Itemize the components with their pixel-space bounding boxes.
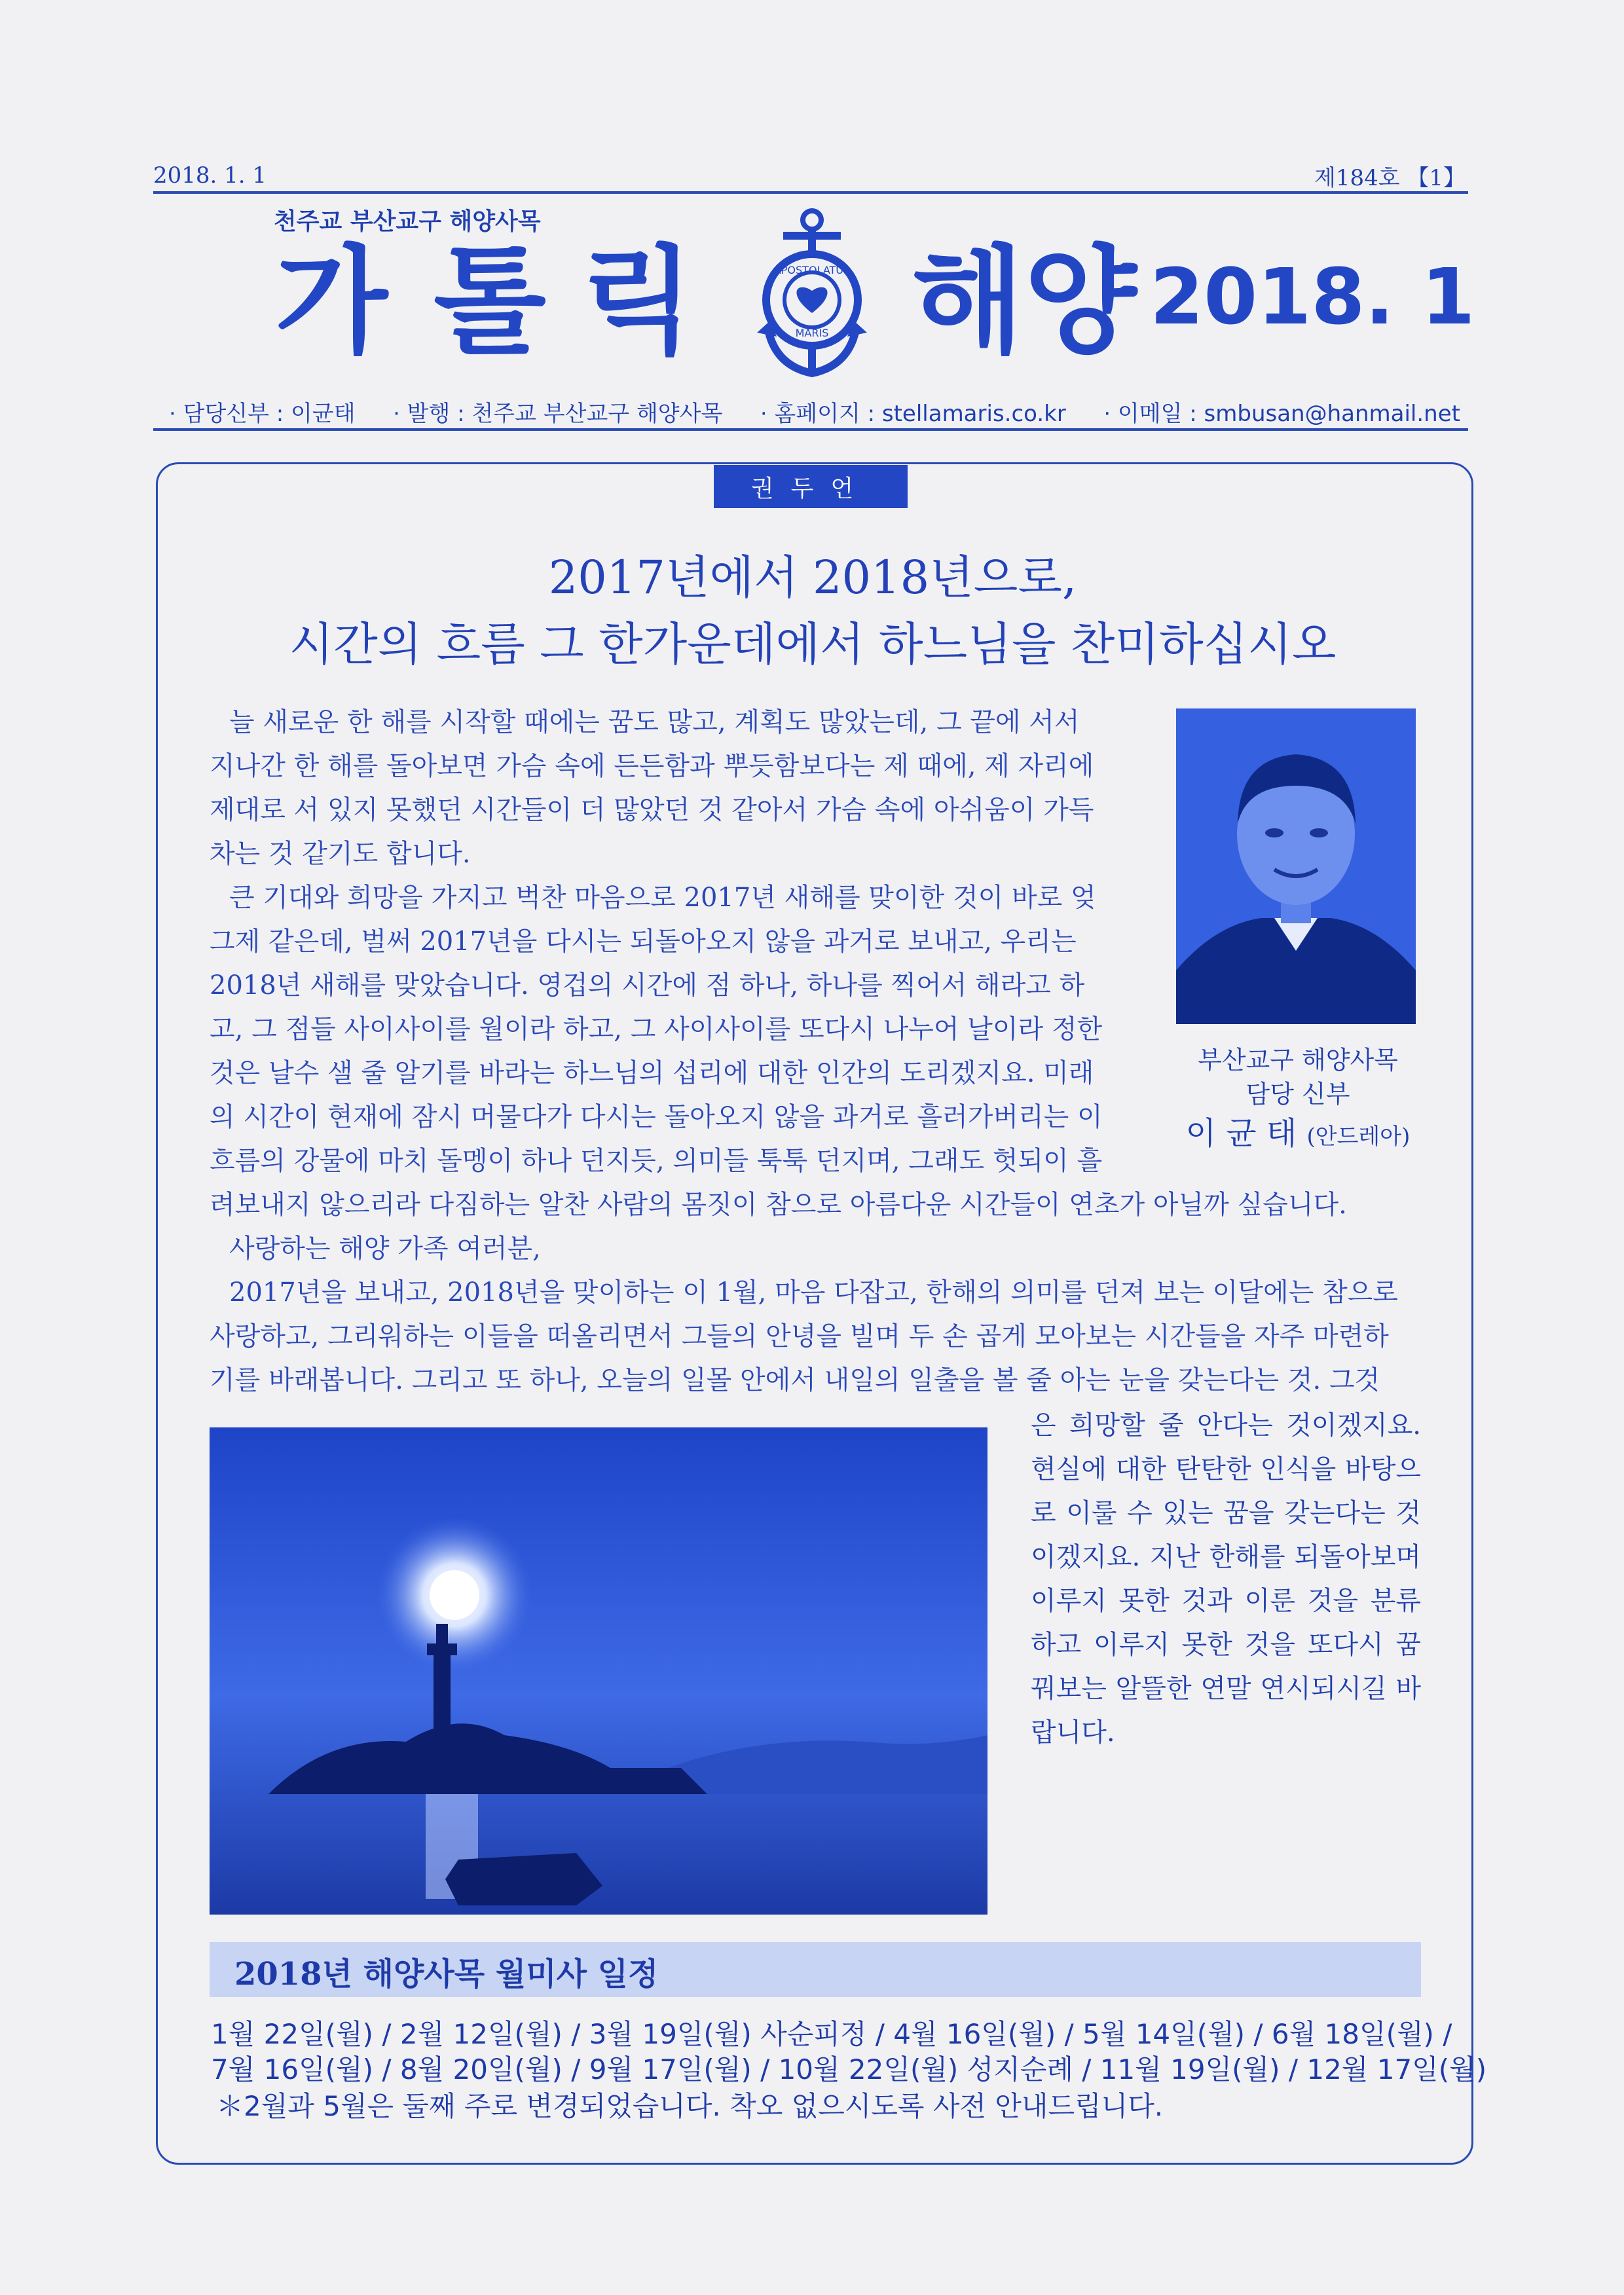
body-line: 늘 새로운 한 해를 시작할 때에는 꿈도 많고, 계획도 많았는데, 그 끝에 서서 (229, 707, 1080, 737)
priest-portrait (1176, 708, 1416, 1024)
info-homepage: · 홈페이지 : stellamaris.co.kr (760, 401, 1066, 427)
top-rule (153, 191, 1468, 194)
info-rule (153, 428, 1468, 431)
body-line: 큰 기대와 희망을 가지고 벅찬 마음으로 2017년 새해를 맞이한 것이 바로 엊 (229, 883, 1096, 913)
section-badge: 권두언 (714, 465, 908, 508)
issue-number: 제184호 【1】 (1314, 165, 1466, 191)
body-line: 기를 바래봅니다. 그리고 또 하나, 오늘의 일몰 안에서 내일의 일출을 볼 줄 아는 눈을 갖는다는 것. 그것 (210, 1365, 1380, 1395)
info-email: · 이메일 : smbusan@hanmail.net (1103, 401, 1460, 427)
body-line: 흐름의 강물에 마치 돌멩이 하나 던지듯, 의미들 툭툭 던지며, 그래도 헛되이 흘 (210, 1146, 1103, 1176)
body-line: 사랑하는 해양 가족 여러분, (229, 1234, 541, 1264)
body-line: 고, 그 점들 사이사이를 월이라 하고, 그 사이사이를 또다시 나누어 날이라 정한 (210, 1014, 1103, 1044)
info-publisher: · 발행 : 천주교 부산교구 해양사목 (393, 401, 723, 427)
caption-baptismal-name: (안드레아) (1306, 1124, 1411, 1150)
anchor-emblem-icon (748, 208, 876, 380)
caption-org: 부산교구 해양사목 (1198, 1046, 1398, 1074)
portrait-image (1176, 708, 1416, 1024)
body-line: 지나간 한 해를 돌아보면 가슴 속에 든든함과 뿌듯함보다는 제 때에, 제 자리에 (210, 751, 1094, 781)
masthead-char-1: 가 (275, 234, 388, 369)
body-line: 2018년 새해를 맞았습니다. 영겁의 시간에 점 하나, 하나를 찍어서 해라고 하 (210, 970, 1085, 1001)
emblem-text-top: APOSTOLATUS (773, 264, 851, 276)
schedule-line-2: 7월 16일(월) / 8월 20일(월) / 9월 17일(월) / 10월 22일(월) 성지순례 / 11월 19일(월) / 12월 17일(월) (211, 2053, 1487, 2085)
schedule-note: ＊2월과 5월은 둘째 주로 변경되었습니다. 착오 없으시도록 사전 안내드립니다. (216, 2090, 1164, 2122)
lighthouse-image (210, 1427, 987, 1915)
body-line: 의 시간이 현재에 잠시 머물다가 다시는 돌아오지 않을 과거로 흘러가버리는 이 (210, 1102, 1103, 1132)
caption-name-text: 이 균 태 (1185, 1115, 1297, 1152)
body-line: 2017년을 보내고, 2018년을 맞이하는 이 1월, 마음 다잡고, 한해의 의미를 던져 보는 이달에는 참으로 (229, 1277, 1398, 1308)
emblem-text-bottom: MARIS (795, 327, 829, 339)
headline-line-2: 시간의 흐름 그 한가운데에서 하느님을 찬미하십시오 (289, 617, 1337, 671)
body-line: 제대로 서 있지 못했던 시간들이 더 많았던 것 같아서 가슴 속에 아쉬움이 가득 (210, 795, 1094, 825)
article-body-right-column: 은 희망할 줄 안다는 것이겠지요. 현실에 대한 탄탄한 인식을 바탕으로 이룰 수 있는 꿈을 갖는다는 것이겠지요. 지난 한해를 되돌아보며 이루지 못한 것과 이룬 것을 분류하고 이루지 못한 것을 또다시 꿈꿔보는 알뜰한 연말 연시되시길 바랍니다. (1031, 1410, 1421, 1748)
body-line: 그제 같은데, 벌써 2017년을 다시는 되돌아오지 않을 과거로 보내고, 우리는 (210, 927, 1077, 957)
caption-role: 담당 신부 (1246, 1080, 1350, 1109)
masthead-char-3: 릭 (581, 234, 694, 369)
info-priest: · 담당신부 : 이균태 (169, 401, 356, 427)
article-body-wide (210, 1183, 1428, 1403)
masthead-char-4: 해양 (912, 234, 1137, 369)
issue-date: 2018. 1. 1 (153, 162, 267, 189)
body-line: 려보내지 않으리라 다짐하는 알찬 사람의 몸짓이 참으로 아름다운 시간들이 연초가 아닐까 싶습니다. (210, 1190, 1347, 1220)
schedule-line-1: 1월 22일(월) / 2월 12일(월) / 3월 19일(월) 사순피정 / 4월 16일(월) / 5월 14일(월) / 6월 18일(월) / (211, 2018, 1452, 2050)
masthead-year: 2018. 1 (1150, 251, 1475, 342)
article-body-narrow (210, 701, 1126, 1183)
masthead-char-2: 톨 (434, 234, 546, 369)
info-bar (169, 395, 1460, 428)
body-line: 것은 날수 샐 줄 알기를 바라는 하느님의 섭리에 대한 인간의 도리겠지요. 미래 (210, 1058, 1094, 1088)
lighthouse-photo (210, 1427, 987, 1915)
headline-line-1: 2017년에서 2018년으로, (548, 551, 1077, 604)
body-line: 사랑하고, 그리워하는 이들을 떠올리면서 그들의 안녕을 빌며 두 손 곱게 모아보는 시간들을 자주 마련하 (210, 1321, 1389, 1351)
schedule-title: 2018년 해양사목 월미사 일정 (234, 1956, 659, 1992)
organization-name: 천주교 부산교구 해양사목 (274, 208, 541, 235)
body-line: 차는 것 같기도 합니다. (210, 839, 471, 869)
caption-name (1128, 1108, 1468, 1153)
